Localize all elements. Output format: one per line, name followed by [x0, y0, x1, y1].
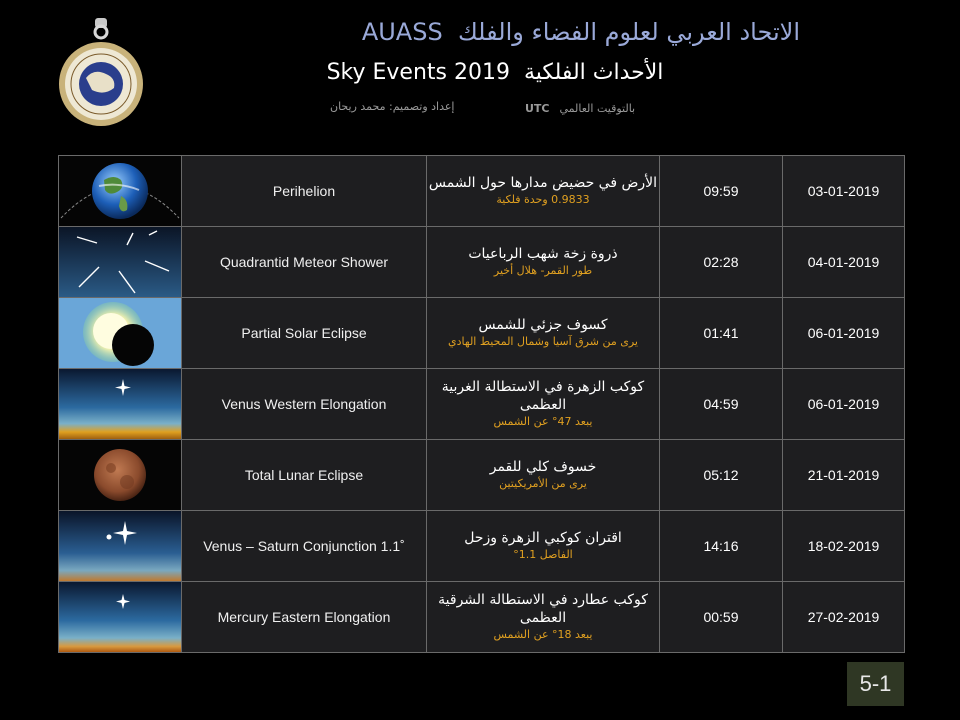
event-name: Venus Western Elongation	[182, 369, 427, 440]
events-table	[58, 155, 905, 653]
design-credit: إعداد وتصميم: محمد ريحان	[330, 100, 455, 113]
event-description	[427, 227, 660, 298]
event-description-main: خسوف كلي للقمر	[489, 459, 597, 475]
event-time: 00:59	[660, 582, 783, 653]
event-description-note: 0.9833 وحدة فلكية	[496, 193, 590, 206]
event-icon-cell	[59, 582, 182, 653]
page-title: الاتحاد العربي لعلوم الفضاء والفلك AUASS	[361, 18, 800, 46]
event-description-note: طور القمر- هلال أخير	[493, 264, 593, 277]
event-icon-cell	[59, 298, 182, 369]
event-name: Total Lunar Eclipse	[182, 440, 427, 511]
auass-logo-icon	[58, 18, 144, 130]
event-description-main: كوكب عطارد في الاستطالة الشرقية العظمى	[438, 592, 648, 626]
venus-elongation-icon	[59, 369, 181, 439]
table-row	[59, 440, 905, 511]
event-description-main: كسوف جزئي للشمس	[478, 317, 608, 333]
event-name: Perihelion	[182, 156, 427, 227]
event-name: Venus – Saturn Conjunction 1.1˚	[182, 511, 427, 582]
event-description	[427, 511, 660, 582]
event-date: 27-02-2019	[783, 582, 905, 653]
earth-icon	[59, 156, 181, 226]
event-description-note: يبعد 18° عن الشمس	[493, 628, 593, 641]
event-description-note: يرى من الأمريكيتين	[499, 477, 587, 490]
event-description	[427, 298, 660, 369]
event-date: 06-01-2019	[783, 369, 905, 440]
page-number: 5-1	[847, 662, 904, 706]
event-date: 04-01-2019	[783, 227, 905, 298]
event-icon-cell	[59, 369, 182, 440]
table-row	[59, 369, 905, 440]
event-date: 03-01-2019	[783, 156, 905, 227]
event-time: 01:41	[660, 298, 783, 369]
event-description-note: يرى من شرق آسيا وشمال المحيط الهادي	[448, 335, 638, 348]
meteor-shower-icon	[59, 227, 181, 297]
page-subtitle: الأحداث الفلكية Sky Events 2019	[326, 60, 664, 85]
event-name: Mercury Eastern Elongation	[182, 582, 427, 653]
table-row	[59, 298, 905, 369]
event-description	[427, 156, 660, 227]
event-icon-cell	[59, 227, 182, 298]
event-description-main: اقتران كوكبي الزهرة وزحل	[464, 530, 622, 546]
event-description-main: ذروة زخة شهب الرباعيات	[468, 246, 618, 262]
event-time: 05:12	[660, 440, 783, 511]
table-row	[59, 227, 905, 298]
event-icon-cell	[59, 440, 182, 511]
lunar-eclipse-icon	[59, 440, 181, 510]
event-name: Partial Solar Eclipse	[182, 298, 427, 369]
event-time: 04:59	[660, 369, 783, 440]
table-row	[59, 156, 905, 227]
utc-note: UTC بالتوقيت العالمي	[525, 102, 636, 115]
event-icon-cell	[59, 156, 182, 227]
event-time: 14:16	[660, 511, 783, 582]
event-date: 21-01-2019	[783, 440, 905, 511]
event-date: 06-01-2019	[783, 298, 905, 369]
event-description	[427, 440, 660, 511]
table-row	[59, 511, 905, 582]
event-description	[427, 582, 660, 653]
conjunction-icon	[59, 511, 181, 581]
event-time: 09:59	[660, 156, 783, 227]
event-description	[427, 369, 660, 440]
event-icon-cell	[59, 511, 182, 582]
event-description-main: كوكب الزهرة في الاستطالة الغربية العظمى	[441, 379, 645, 413]
table-row	[59, 582, 905, 653]
event-description-note: يبعد 47° عن الشمس	[493, 415, 593, 428]
event-description-main: الأرض في حضيض مدارها حول الشمس	[428, 175, 658, 191]
event-date: 18-02-2019	[783, 511, 905, 582]
event-description-note: الفاصل 1.1°	[513, 548, 573, 561]
event-name: Quadrantid Meteor Shower	[182, 227, 427, 298]
solar-eclipse-icon	[59, 298, 181, 368]
event-time: 02:28	[660, 227, 783, 298]
mercury-elongation-icon	[59, 582, 181, 652]
